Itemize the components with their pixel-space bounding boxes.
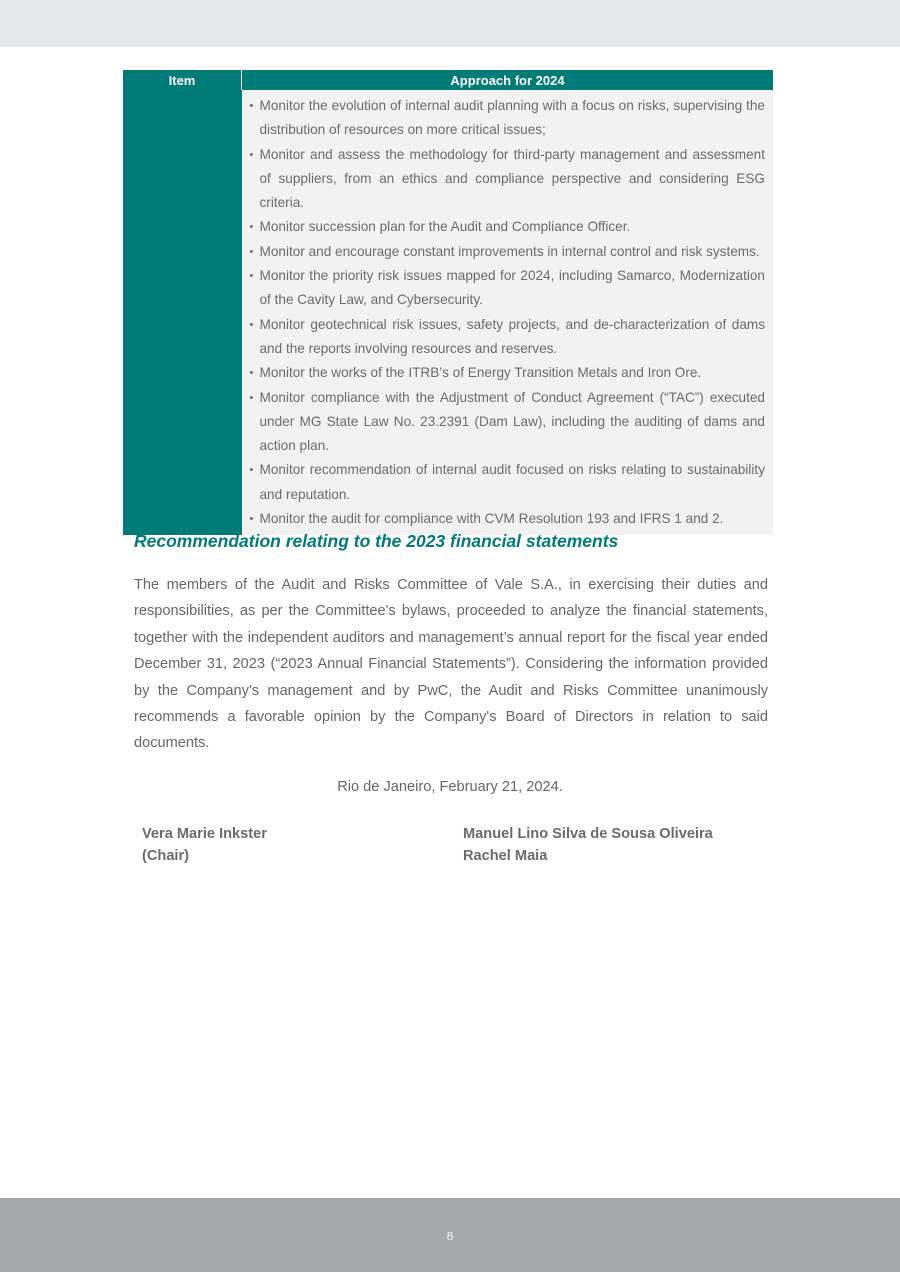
approach-item: • Monitor the audit for compliance with CVM Resolution 193 and IFRS 1 and 2. [250, 507, 766, 531]
place-date: Rio de Janeiro, February 21, 2024. [337, 779, 563, 795]
table-header-row [123, 70, 773, 90]
signature-block-left [142, 823, 267, 867]
body-paragraph: The members of the Audit and Risks Committee of Vale S.A., in exercising their duties and responsibilities, as per the Committee's bylaws, proceeded to analyze the financial statements, together with the independent auditors and management’s annual report for the fiscal year ended December 31, 2023 (“2023 Annual Financial Statements”). Considering the information provided by the Company's management and by PwC, the Audit and Risks Committee unanimously recommends a favorable opinion by the Company's Board of Directors in relation to said documents. [134, 577, 768, 752]
approach-item: • Monitor compliance with the Adjustment of Conduct Agreement (“TAC”) executed under MG State Law No. 23.2391 (Dam Law), including the auditing of dams and action plan. [250, 386, 766, 459]
table-row [123, 90, 773, 535]
approach-list [250, 94, 766, 531]
top-bar [0, 0, 900, 47]
page-number: 8 [446, 1230, 454, 1243]
page-footer [0, 1198, 900, 1272]
approach-cell [242, 90, 774, 535]
item-cell [123, 90, 242, 535]
signature-block-right [463, 823, 713, 867]
approach-item: • Monitor and encourage constant improvements in internal control and risk systems. [250, 240, 766, 264]
approach-item: • Monitor geotechnical risk issues, safety projects, and de-characterization of dams and the reports involving resources and reserves. [250, 313, 766, 362]
approach-item: • Monitor the evolution of internal audit planning with a focus on risks, supervising the distribution of resources on more critical issues; [250, 94, 766, 143]
approach-item: • Monitor recommendation of internal audit focused on risks relating to sustainability and reputation. [250, 458, 766, 507]
column-header-item: Item [123, 70, 242, 90]
signatory-role: (Chair) [142, 848, 190, 864]
signatory-name: Vera Marie Inkster [142, 826, 267, 842]
approach-item: • Monitor and assess the methodology for third-party management and assessment of suppliers, from an ethics and compliance perspective and considering ESG criteria. [250, 143, 766, 216]
section-heading: Recommendation relating to the 2023 financial statements [134, 531, 619, 551]
signatory-name: Rachel Maia [463, 848, 548, 864]
approach-table [123, 70, 773, 535]
approach-item: • Monitor succession plan for the Audit and Compliance Officer. [250, 215, 766, 239]
signatory-name: Manuel Lino Silva de Sousa Oliveira [463, 826, 713, 842]
approach-item: • Monitor the works of the ITRB’s of Energy Transition Metals and Iron Ore. [250, 361, 766, 385]
approach-item: • Monitor the priority risk issues mapped for 2024, including Samarco, Modernization of the Cavity Law, and Cybersecurity. [250, 264, 766, 313]
column-header-approach: Approach for 2024 [242, 70, 774, 90]
